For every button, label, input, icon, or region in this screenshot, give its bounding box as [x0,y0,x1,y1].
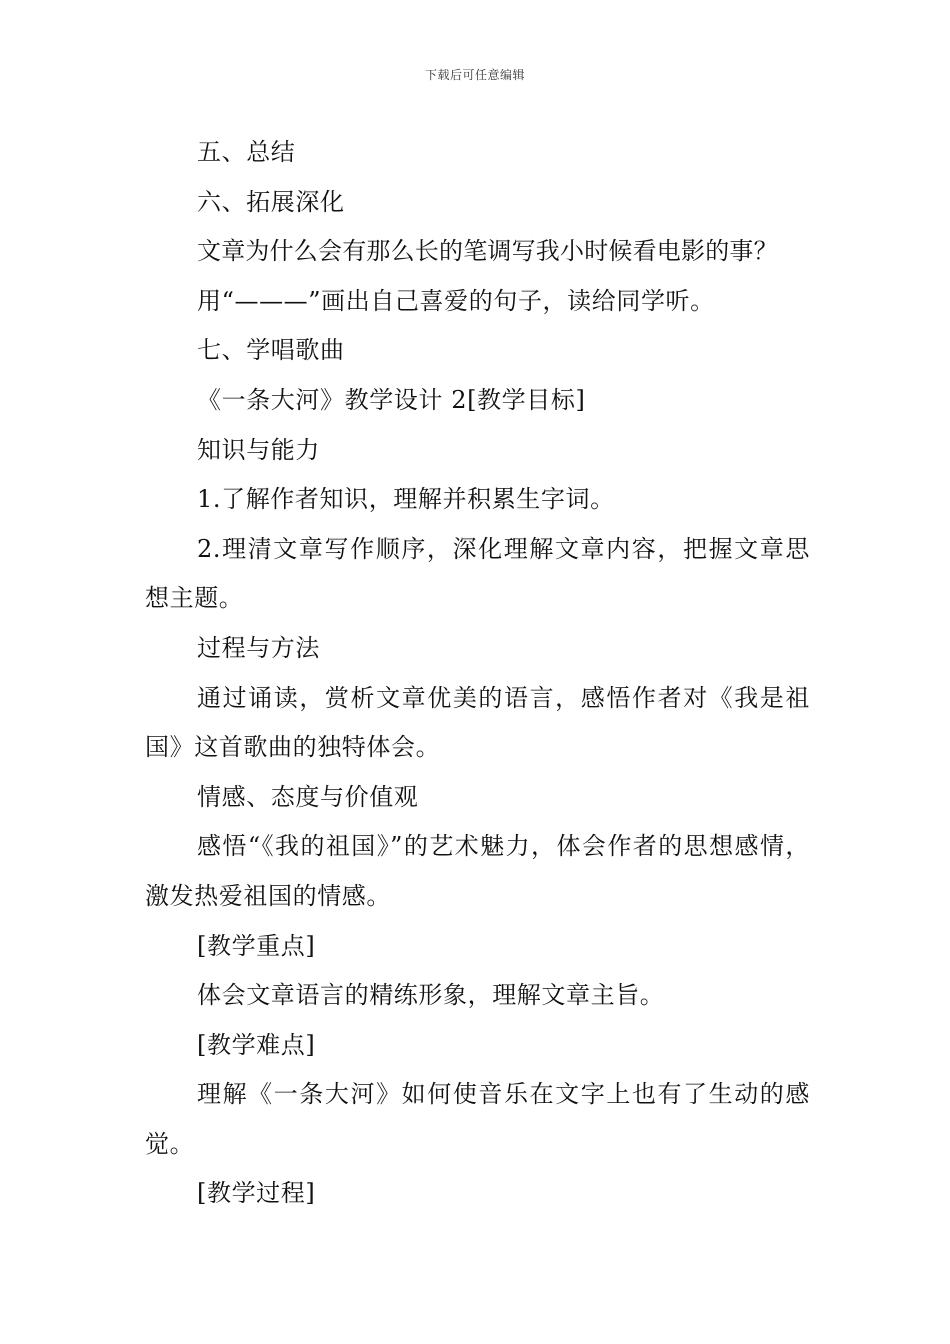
section-difficulties: [教学难点] [197,1030,316,1059]
subheading-emotion-values: 情感、态度与价值观 [197,782,419,811]
section-teaching-process: [教学过程] [197,1179,316,1208]
lesson-design-title: 《一条大河》教学设计 2[教学目标] [197,385,586,414]
section-key-points: [教学重点] [197,931,316,960]
question-paragraph: 文章为什么会有那么长的笔调写我小时候看电影的事？ [197,237,778,266]
subheading-process-method: 过程与方法 [197,633,320,662]
document-body [145,128,810,1219]
subheading-knowledge-ability: 知识与能力 [197,435,320,464]
instruction-paragraph: 用“———”画出自己喜爱的句子，读给同学听。 [197,286,715,315]
heading-learn-song: 七、学唱歌曲 [197,336,345,365]
difficulties-paragraph: 理解《一条大河》如何使音乐在文字上也有了生动的感觉。 [145,1080,810,1158]
key-points-paragraph: 体会文章语言的精练形象，理解文章主旨。 [197,981,665,1010]
heading-extension: 六、拓展深化 [197,187,345,216]
goal-item-1: 1.了解作者知识，理解并积累生字词。 [197,485,615,514]
heading-summary: 五、总结 [197,138,296,166]
emotion-values-paragraph: 感悟“《我的祖国》”的艺术魅力，体会作者的思想感情，激发热爱祖国的情感。 [145,832,810,910]
process-method-paragraph: 通过诵读，赏析文章优美的语言，感悟作者对《我是祖国》这首歌曲的独特体会。 [145,683,810,762]
page-header: 下载后可任意编辑 [424,68,525,82]
goal-item-2: 2.理清文章写作顺序，深化理解文章内容，把握文章思想主题。 [145,534,810,613]
